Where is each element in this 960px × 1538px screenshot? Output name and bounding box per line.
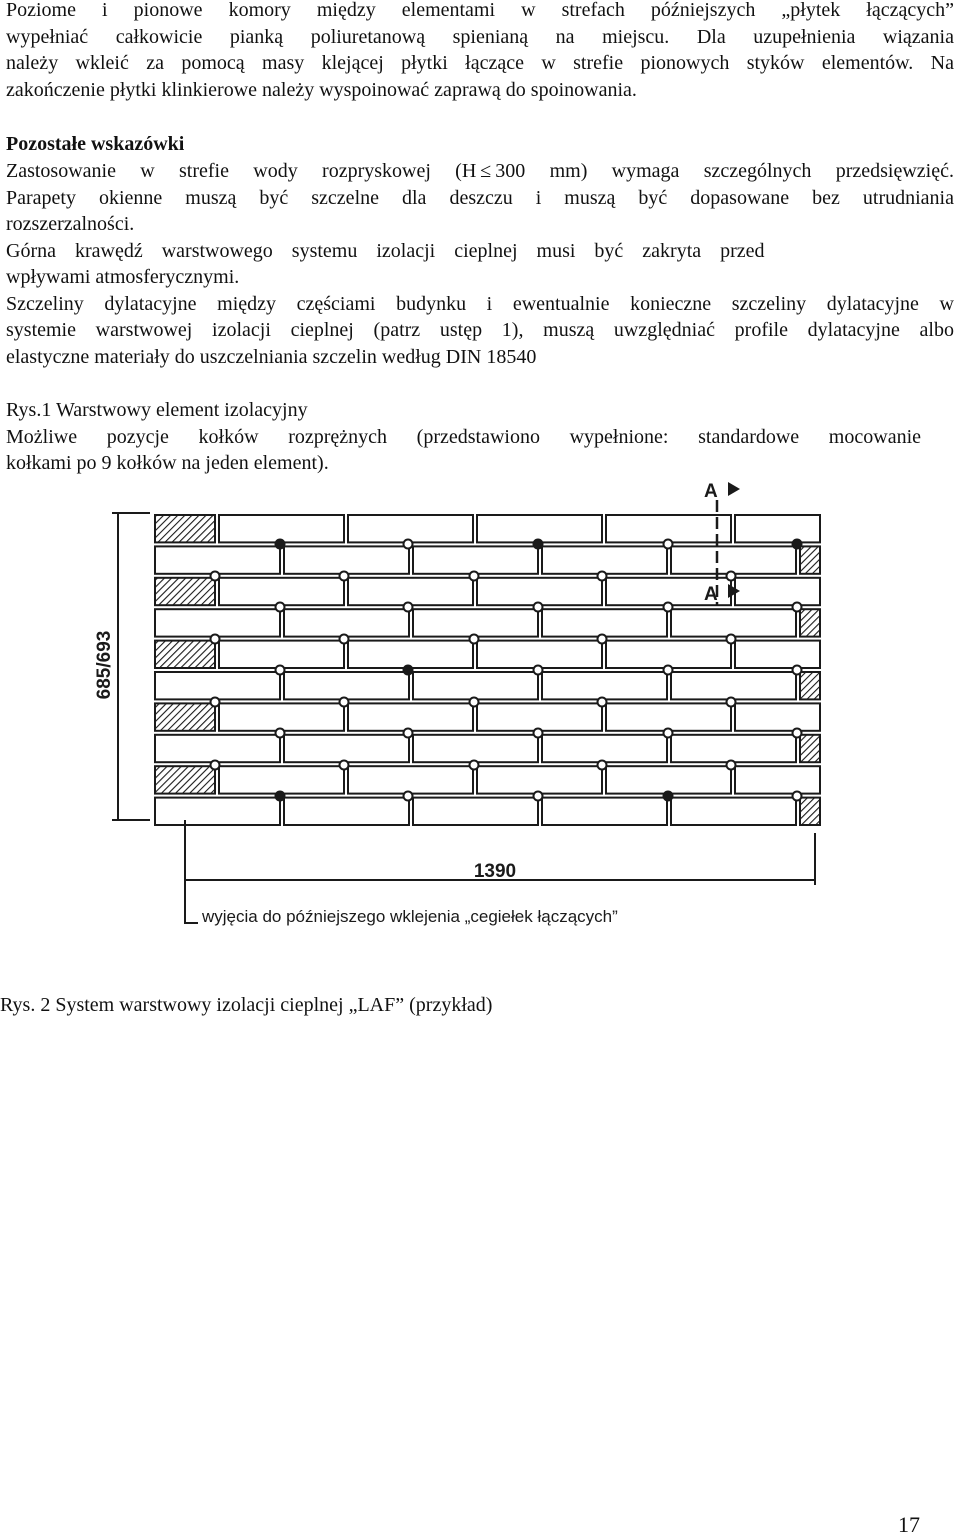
dowel-optional bbox=[534, 792, 543, 801]
brick bbox=[219, 703, 344, 730]
remark-window-sills-line-2: rozszerzalności. bbox=[6, 213, 135, 235]
brick bbox=[284, 609, 409, 636]
section-marker-top-label: A bbox=[704, 481, 718, 502]
less-or-equal-symbol: ≤ bbox=[480, 160, 492, 182]
brick bbox=[735, 703, 820, 730]
dowel-optional bbox=[404, 603, 413, 612]
dowel-standard bbox=[534, 540, 543, 549]
brick bbox=[284, 798, 409, 825]
dowel-optional bbox=[534, 729, 543, 738]
dowel-standard bbox=[664, 792, 673, 801]
recess-hatched-left bbox=[155, 641, 215, 668]
brick bbox=[155, 735, 280, 762]
remark-top-edge-line-1: Górna krawędź warstwowego systemu izolacji cieplnej musi być zakryta przed bbox=[6, 239, 765, 262]
remark-expansion-joints-line-1: Szczeliny dylatacyjne między częściami budynku i ewentualnie konieczne szczeliny dylatacyjne w bbox=[6, 292, 954, 315]
brick bbox=[542, 735, 667, 762]
brick bbox=[348, 641, 473, 668]
recess-hatched-right bbox=[800, 609, 820, 636]
brick bbox=[219, 515, 344, 542]
legend-note: wyjęcia do późniejszego wklejenia „cegiełek łączących” bbox=[202, 907, 618, 926]
dowel-optional bbox=[340, 761, 349, 770]
dowel-optional bbox=[598, 698, 607, 707]
intro-line-1: Poziome i pionowe komory między elementami w strefach późniejszych „płytek łączących” bbox=[6, 0, 954, 21]
dowel-optional bbox=[211, 761, 220, 770]
remarks-section bbox=[6, 131, 954, 370]
brick bbox=[413, 672, 538, 699]
brick bbox=[671, 672, 796, 699]
recess-hatched-right bbox=[800, 798, 820, 825]
dowel-optional bbox=[793, 792, 802, 801]
recess-hatched-left bbox=[155, 766, 215, 793]
brick bbox=[155, 609, 280, 636]
dowel-optional bbox=[534, 666, 543, 675]
brick bbox=[542, 546, 667, 573]
recess-hatched-left bbox=[155, 578, 215, 605]
brick bbox=[606, 703, 731, 730]
dowel-optional bbox=[340, 698, 349, 707]
brick bbox=[284, 735, 409, 762]
brick bbox=[219, 766, 344, 793]
brick bbox=[477, 766, 602, 793]
recess-hatched-left bbox=[155, 703, 215, 730]
dowel-optional bbox=[404, 540, 413, 549]
recess-hatched-right bbox=[800, 672, 820, 699]
brick bbox=[413, 735, 538, 762]
dowel-optional bbox=[793, 666, 802, 675]
dowel-optional bbox=[727, 635, 736, 644]
dowel-optional bbox=[664, 603, 673, 612]
brick bbox=[348, 515, 473, 542]
brick bbox=[671, 609, 796, 636]
brick bbox=[606, 515, 731, 542]
dowel-optional bbox=[470, 572, 479, 581]
dowel-optional bbox=[664, 666, 673, 675]
brick bbox=[542, 609, 667, 636]
brick bbox=[477, 578, 602, 605]
dowel-optional bbox=[211, 698, 220, 707]
dowel-optional bbox=[727, 761, 736, 770]
brick bbox=[735, 766, 820, 793]
brick bbox=[348, 766, 473, 793]
dowel-optional bbox=[404, 729, 413, 738]
brick-grid bbox=[155, 515, 820, 825]
brick bbox=[155, 672, 280, 699]
brick bbox=[542, 672, 667, 699]
brick bbox=[284, 546, 409, 573]
brick bbox=[348, 703, 473, 730]
brick bbox=[542, 798, 667, 825]
insulation-element-drawing bbox=[90, 475, 880, 935]
dowel-optional bbox=[793, 603, 802, 612]
dowel-optional bbox=[664, 729, 673, 738]
brick bbox=[735, 641, 820, 668]
brick bbox=[671, 798, 796, 825]
remark-splash-zone-b: 300 mm) wymaga szczególnych przedsięwzięć. bbox=[495, 160, 954, 182]
dowel-optional bbox=[211, 572, 220, 581]
intro-line-4: zakończenie płytki klinkierowe należy wyspoinować zaprawą do spoinowania. bbox=[6, 78, 637, 101]
dowel-optional bbox=[793, 729, 802, 738]
dowel-optional bbox=[534, 603, 543, 612]
page-number: 17 bbox=[898, 1512, 920, 1537]
dowel-standard bbox=[276, 792, 285, 801]
dowel-standard bbox=[793, 540, 802, 549]
brick bbox=[477, 515, 602, 542]
dowel-optional bbox=[664, 540, 673, 549]
brick bbox=[348, 578, 473, 605]
brick bbox=[219, 641, 344, 668]
brick bbox=[219, 578, 344, 605]
dowel-optional bbox=[340, 635, 349, 644]
dowel-standard bbox=[404, 666, 413, 675]
figure-1-description-line-1: Możliwe pozycje kołków rozprężnych (przedstawiono wypełnione: standardowe mocowanie bbox=[6, 425, 921, 448]
recess-hatched-left bbox=[155, 515, 215, 542]
dowel-optional bbox=[598, 635, 607, 644]
brick bbox=[413, 609, 538, 636]
intro-line-2: wypełniać całkowicie pianką poliuretanową spienianą na miejscu. Dla uzupełnienia wiązania bbox=[6, 25, 954, 48]
brick bbox=[606, 766, 731, 793]
dowel-optional bbox=[470, 698, 479, 707]
dowel-optional bbox=[211, 635, 220, 644]
legend-pointer-line bbox=[185, 820, 198, 923]
brick bbox=[671, 546, 796, 573]
brick bbox=[477, 703, 602, 730]
dowel-optional bbox=[340, 572, 349, 581]
brick bbox=[155, 798, 280, 825]
remark-top-edge-line-2: wpływami atmosferycznymi. bbox=[6, 266, 240, 288]
figure-2-caption: Rys. 2 System warstwowy izolacji cieplnej „LAF” (przykład) bbox=[0, 994, 493, 1016]
dowel-optional bbox=[470, 761, 479, 770]
dowel-optional bbox=[727, 698, 736, 707]
brick bbox=[671, 735, 796, 762]
dowel-optional bbox=[404, 792, 413, 801]
brick bbox=[735, 515, 820, 542]
brick bbox=[155, 546, 280, 573]
height-dimension-label: 685/693 bbox=[94, 630, 115, 700]
dowel-optional bbox=[276, 603, 285, 612]
brick bbox=[735, 578, 820, 605]
figure-1-caption: Rys.1 Warstwowy element izolacyjny bbox=[6, 399, 308, 421]
dowel-standard bbox=[276, 540, 285, 549]
remark-splash-zone-a: Zastosowanie w strefie wody rozpryskowej (H bbox=[6, 160, 477, 182]
figure-1-description-line-2: kołkami po 9 kołków na jeden element). bbox=[6, 452, 329, 474]
dowel-optional bbox=[276, 729, 285, 738]
figure-1-caption-block bbox=[6, 397, 921, 477]
recess-hatched-right bbox=[800, 735, 820, 762]
brick bbox=[477, 641, 602, 668]
brick bbox=[413, 546, 538, 573]
dowel-optional bbox=[727, 572, 736, 581]
dowel-optional bbox=[276, 666, 285, 675]
intro-line-3: należy wkleić za pomocą masy klejącej płytki łączące w strefie pionowych styków elementów. Na bbox=[6, 52, 954, 74]
section-arrow-top-icon bbox=[728, 482, 740, 496]
remark-expansion-joints-line-3: elastyczne materiały do uszczelniania szczelin według DIN 18540 bbox=[6, 345, 537, 368]
brick bbox=[413, 798, 538, 825]
section-marker-bottom-label: A bbox=[704, 584, 718, 605]
recess-hatched-right bbox=[800, 546, 820, 573]
dowel-optional bbox=[470, 635, 479, 644]
width-dimension-label: 1390 bbox=[473, 861, 517, 882]
dowel-optional bbox=[598, 761, 607, 770]
remark-expansion-joints-line-2: systemie warstwowej izolacji cieplnej (patrz ustęp 1), muszą uwzględniać profile dylatacyjne albo bbox=[6, 319, 954, 341]
remark-splash-zone bbox=[6, 158, 954, 185]
brick bbox=[606, 641, 731, 668]
brick bbox=[284, 672, 409, 699]
section-heading: Pozostałe wskazówki bbox=[6, 133, 185, 155]
dowel-optional bbox=[598, 572, 607, 581]
intro-paragraph bbox=[6, 0, 954, 103]
remark-window-sills-line-1: Parapety okienne muszą być szczelne dla deszczu i muszą być dopasowane bez utrudniania bbox=[6, 186, 954, 209]
